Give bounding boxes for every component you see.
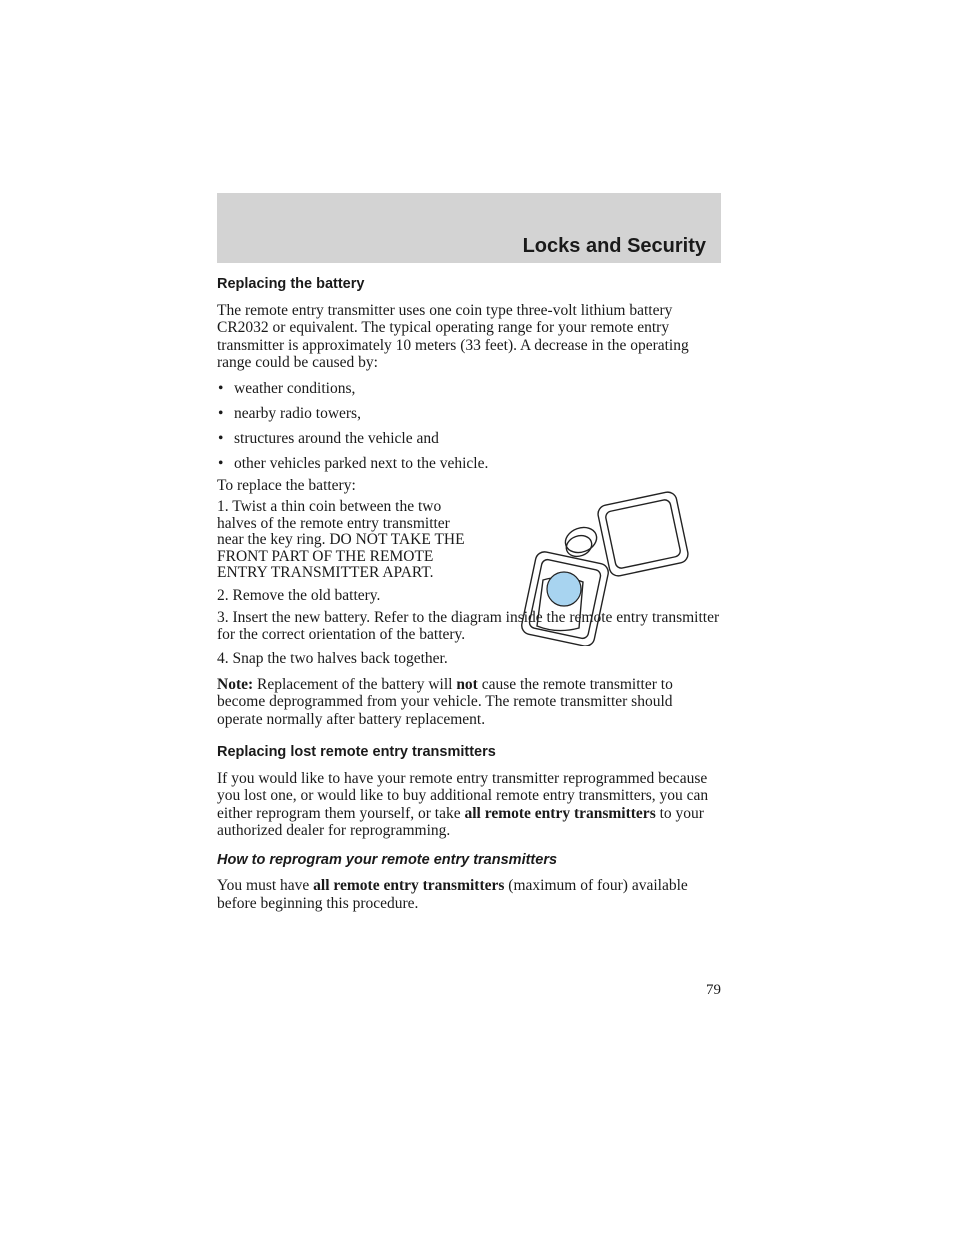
heading-replacing-lost: Replacing lost remote entry transmitters	[217, 744, 496, 760]
to-replace-text: To replace the battery:	[217, 476, 356, 494]
lost-paragraph	[217, 770, 721, 840]
step-3: 3. Insert the new battery. Refer to the diagram inside the remote entry transmitter for the correct orientation of the battery.	[217, 609, 720, 643]
page-number: 79	[706, 982, 721, 998]
battery-note	[217, 676, 721, 729]
step-2: 2. Remove the old battery.	[217, 586, 381, 604]
note-bold: not	[456, 675, 478, 693]
note-text-a: Replacement of the battery will	[253, 675, 457, 693]
range-factors-list	[217, 380, 721, 473]
step-4: 4. Snap the two halves back together.	[217, 650, 448, 667]
note-text-b: cause the remote transmitter to become deprogrammed from your vehicle. The remote transmitter should operate normally after battery replacement.	[217, 675, 673, 728]
note-label: Note:	[217, 675, 254, 693]
reprogram-text-a: You must have	[217, 877, 314, 894]
lost-text-a: If you would like to have your remote entry transmitter reprogrammed because you lost one, or would like to buy additional remote entry transmitters, you can either reprogram them yourself, or take	[217, 769, 709, 822]
page-content	[217, 276, 721, 912]
section-header-band	[217, 193, 721, 263]
transmitter-button	[547, 572, 581, 606]
list-item: • nearby radio towers,	[217, 405, 721, 423]
list-item: • structures around the vehicle and	[217, 430, 721, 448]
lost-bold: all remote entry transmitters	[464, 804, 656, 822]
reprogram-paragraph	[217, 877, 721, 912]
list-item: • other vehicles parked next to the vehicle.	[217, 455, 721, 473]
lost-text-b: to your authorized dealer for reprogramming.	[217, 804, 704, 839]
heading-how-to-reprogram: How to reprogram your remote entry transmitters	[217, 851, 558, 868]
battery-intro-paragraph: The remote entry transmitter uses one coin type three-volt lithium battery CR2032 or equivalent. The typical operating range for your remote entry transmitter is approximately 10 meters (33 feet). A decrease in the operating range could be caused by:	[217, 301, 689, 371]
step-1: 1. Twist a thin coin between the two halves of the remote entry transmitter near the key ring. DO NOT TAKE THE FRONT PART OF THE REMOTE ENTRY TRANSMITTER APART.	[217, 498, 465, 581]
list-item: • weather conditions,	[217, 380, 721, 398]
reprogram-bold: all remote entry transmitters	[313, 877, 505, 894]
remote-entry-transmitter-illustration	[517, 482, 697, 646]
heading-replacing-battery: Replacing the battery	[217, 276, 365, 292]
reprogram-text-b: (maximum of four) available before beginning this procedure.	[217, 877, 688, 912]
section-title: Locks and Security	[522, 235, 706, 257]
